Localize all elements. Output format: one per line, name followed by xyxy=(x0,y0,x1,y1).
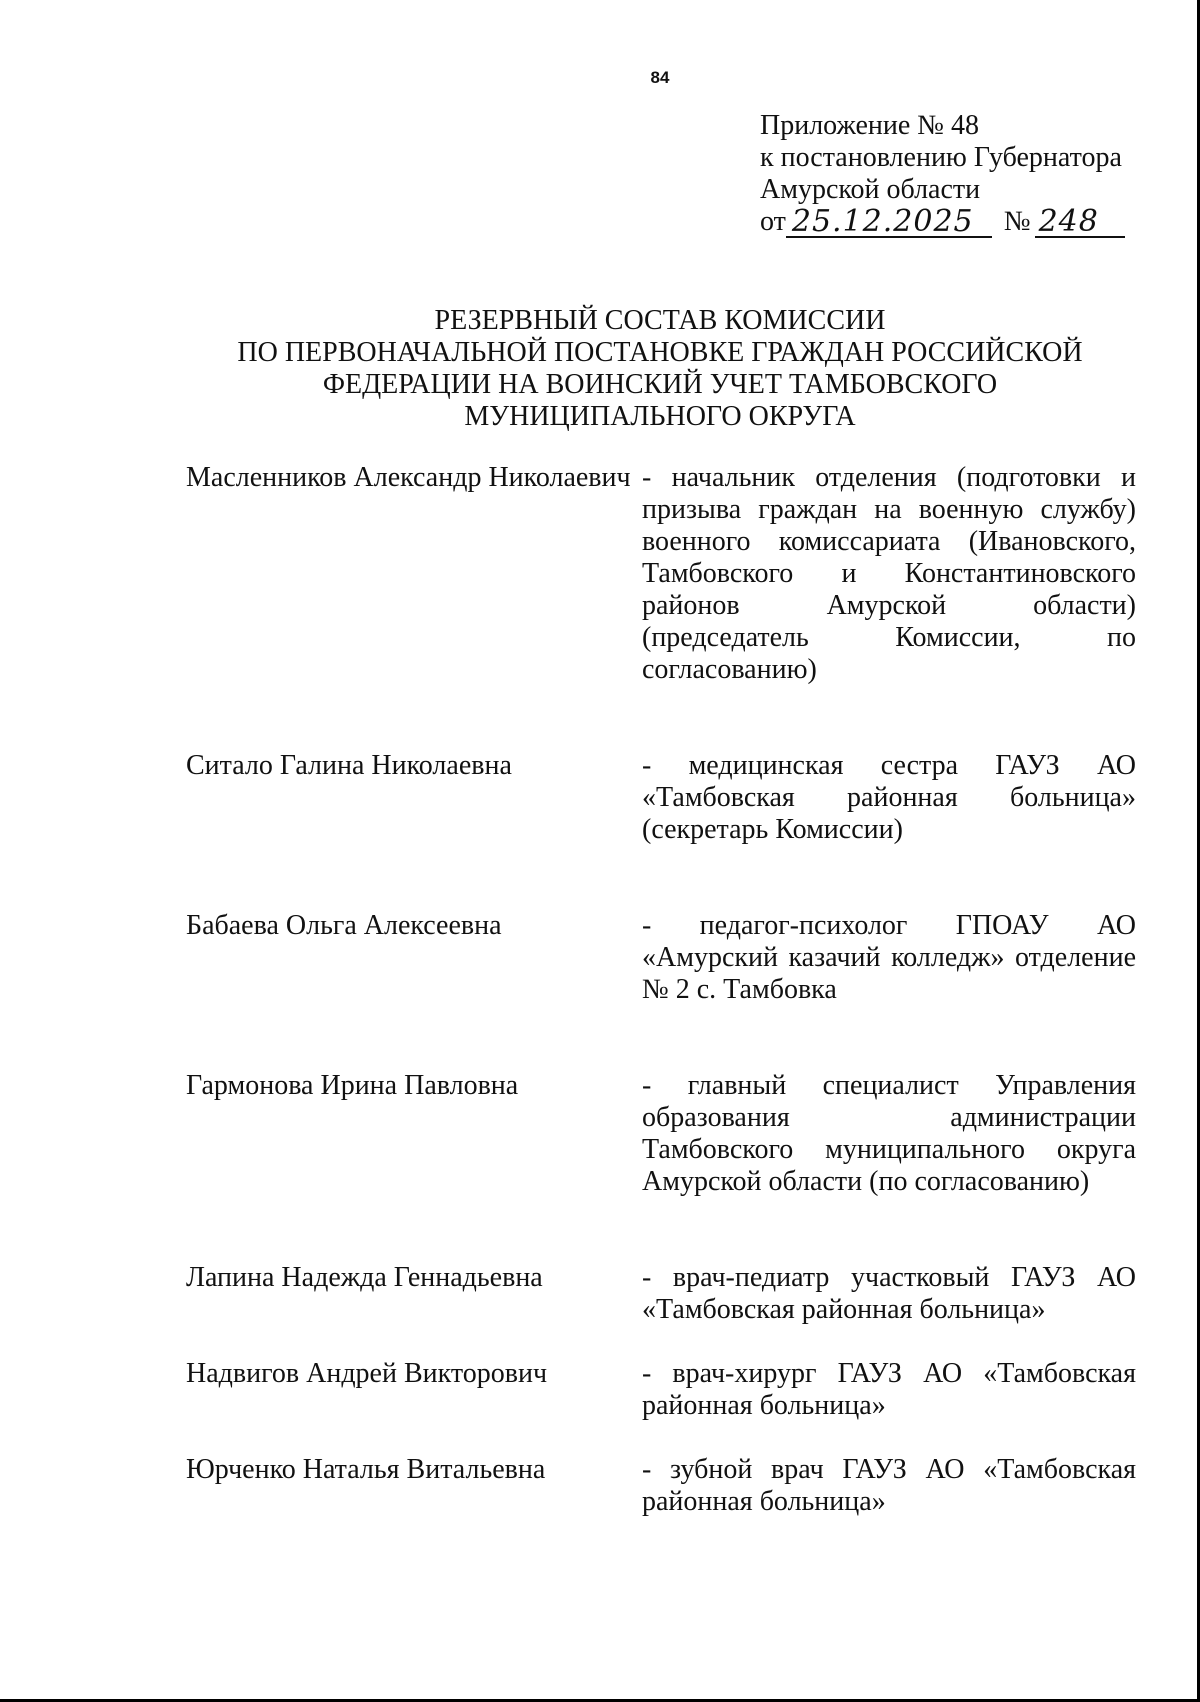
member-row xyxy=(186,1358,1136,1422)
annex-date-number-line xyxy=(760,206,1180,238)
member-name: Гармонова Ирина Павловна xyxy=(186,1070,519,1101)
member-name: Ситало Галина Николаевна xyxy=(186,750,512,781)
member-row xyxy=(186,1262,1136,1326)
title-line-2: ПО ПЕРВОНАЧАЛЬНОЙ ПОСТАНОВКЕ ГРАЖДАН РОССИЙСКОЙ xyxy=(237,337,1083,368)
member-row xyxy=(186,1070,1136,1198)
member-name: Лапина Надежда Геннадьевна xyxy=(186,1262,543,1293)
member-role: - главный специалист Управления образования администрации Тамбовского муниципального округа Амурской области (по согласованию) xyxy=(642,1070,1136,1197)
title-line-4: МУНИЦИПАЛЬНОГО ОКРУГА xyxy=(464,401,856,432)
annex-line-2: к постановлению Губернатора xyxy=(760,142,1122,173)
annex-block xyxy=(760,110,1180,238)
member-name: Надвигов Андрей Викторович xyxy=(186,1358,548,1389)
member-role: - врач-хирург ГАУЗ АО «Тамбовская районная больница» xyxy=(642,1358,1136,1421)
handwritten-number: 248 xyxy=(1035,208,1125,238)
member-role: - зубной врач ГАУЗ АО «Тамбовская районная больница» xyxy=(642,1454,1136,1517)
member-row xyxy=(186,910,1136,1006)
document-title xyxy=(180,305,1140,433)
annex-line-3: Амурской области xyxy=(760,174,981,205)
annex-line-1: Приложение № 48 xyxy=(760,110,979,141)
annex-from-label: от xyxy=(760,206,786,237)
member-name: Бабаева Ольга Алексеевна xyxy=(186,910,502,941)
member-role: - педагог-психолог ГПОАУ АО «Амурский казачий колледж» отделение № 2 с. Тамбовка xyxy=(642,910,1136,1005)
annex-number-label: № xyxy=(1003,206,1031,237)
member-row xyxy=(186,750,1136,846)
member-row xyxy=(186,462,1136,686)
page-number: 84 xyxy=(650,68,670,87)
member-role: - медицинская сестра ГАУЗ АО «Тамбовская районная больница» (секретарь Комиссии) xyxy=(642,750,1136,845)
member-row xyxy=(186,1454,1136,1518)
member-role: - начальник отделения (подготовки и призыва граждан на военную службу) военного комиссариата (Ивановского, Тамбовского и Константиновского районов Амурской области) (председатель Комиссии, по согласованию) xyxy=(642,462,1136,685)
title-line-3: ФЕДЕРАЦИИ НА ВОИНСКИЙ УЧЕТ ТАМБОВСКОГО xyxy=(322,369,998,400)
handwritten-date: 25.12.2025 xyxy=(786,208,992,238)
members-list xyxy=(186,462,1136,1518)
member-name: Масленников Александр Николаевич xyxy=(186,462,631,493)
member-name: Юрченко Наталья Витальевна xyxy=(186,1454,546,1485)
member-role: - врач-педиатр участковый ГАУЗ АО «Тамбовская районная больница» xyxy=(642,1262,1136,1325)
title-line-1: РЕЗЕРВНЫЙ СОСТАВ КОМИССИИ xyxy=(434,305,886,336)
